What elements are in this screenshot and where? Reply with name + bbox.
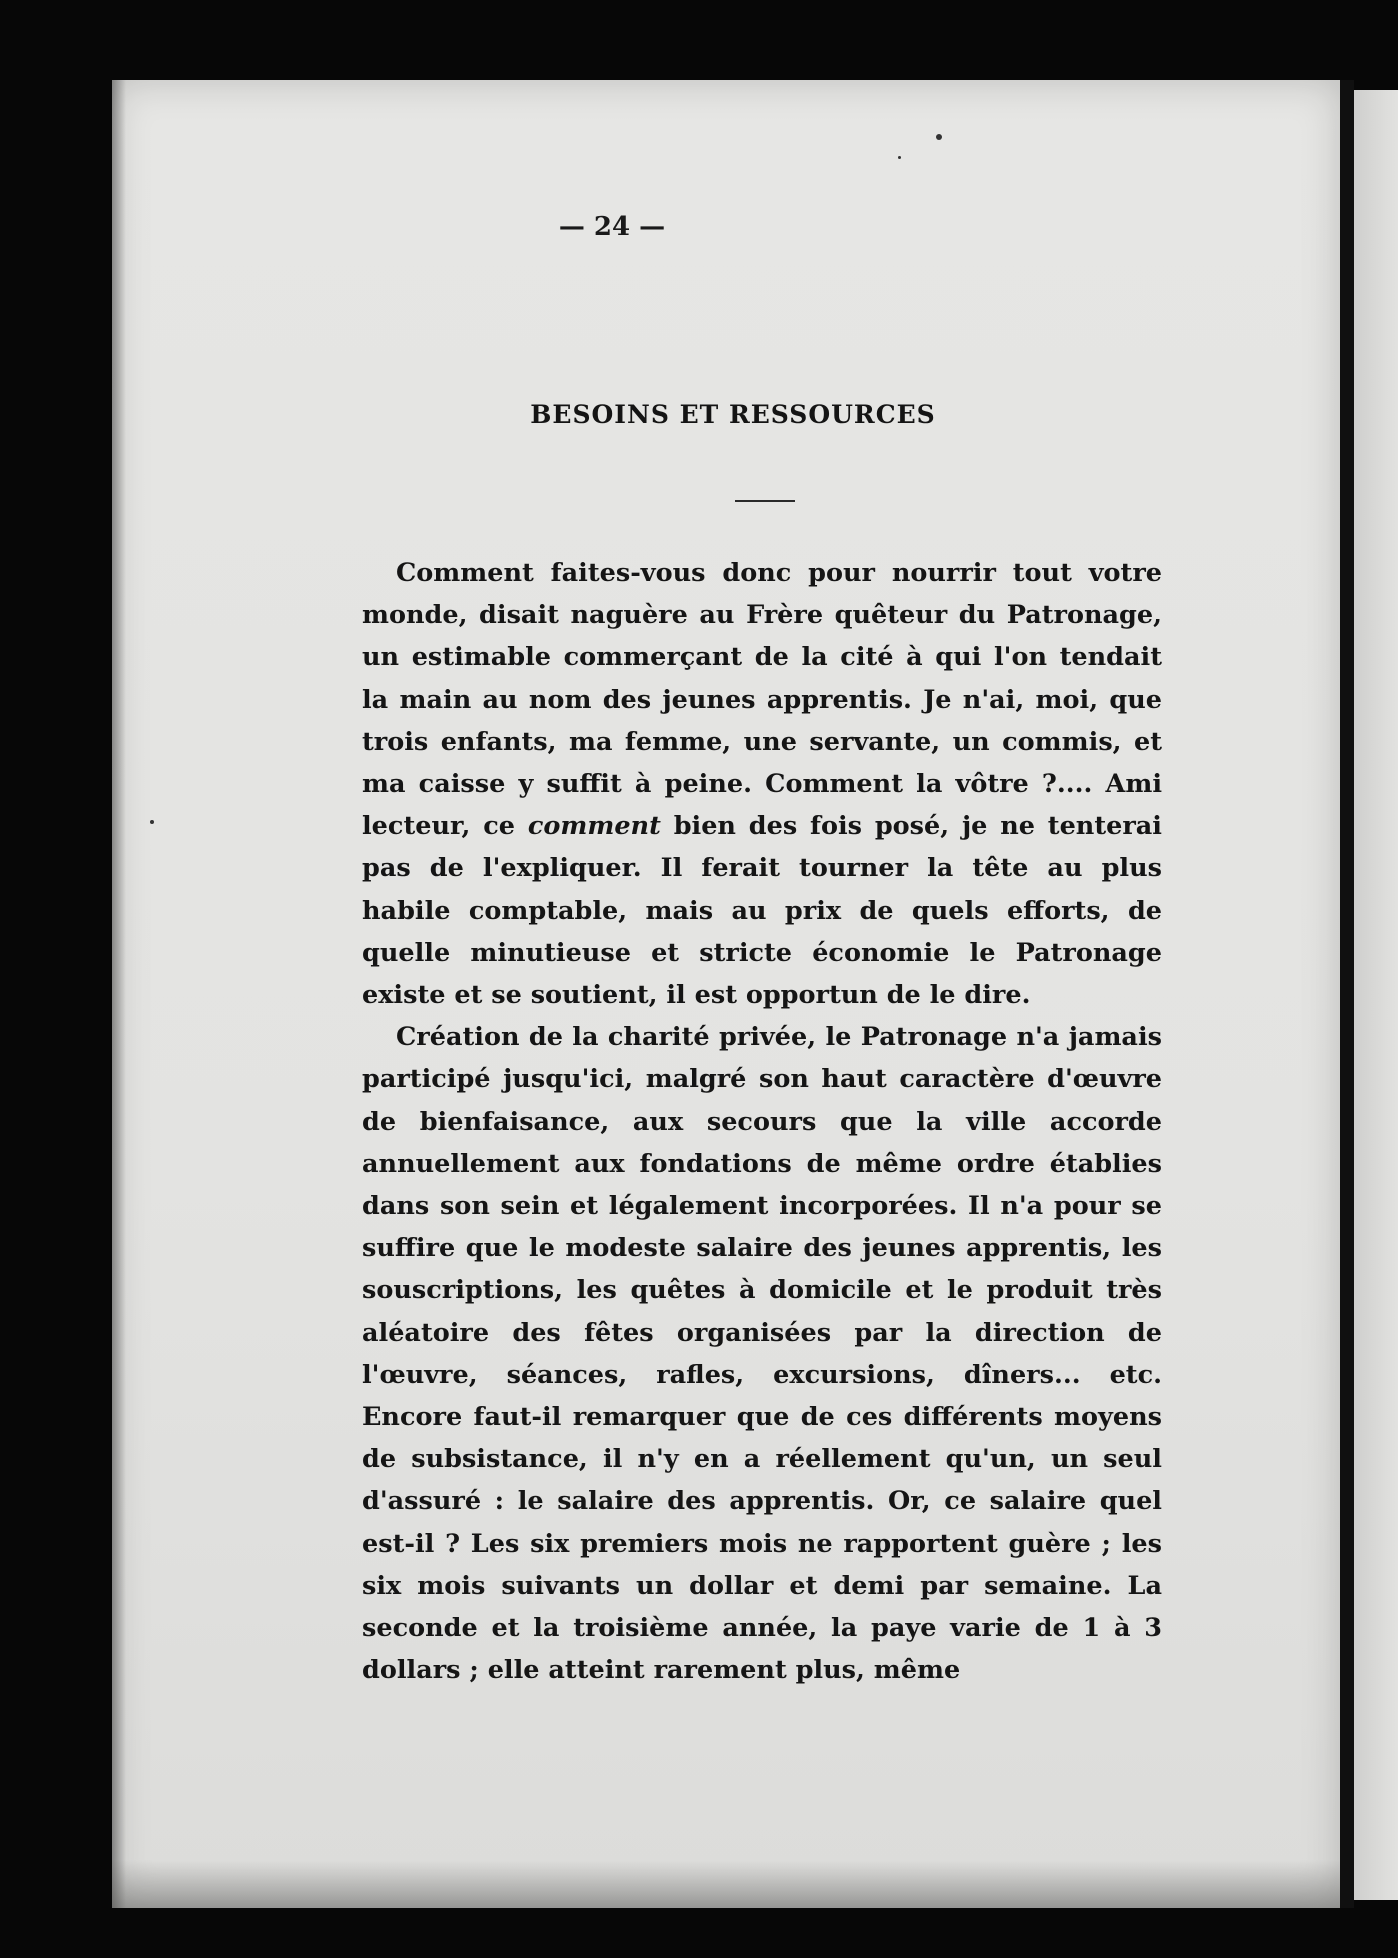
- binding-gutter: [1340, 80, 1354, 1908]
- page-shadow-left: [112, 80, 126, 1908]
- paragraph-1-italic-word: comment: [527, 811, 661, 842]
- page-shadow-bottom: [112, 1860, 1340, 1908]
- paragraph-1: [362, 552, 1162, 1016]
- paragraph-1-text-start: Comment faites-vous donc pour nourrir tout votre monde, disait naguère au Frère quêteur du Patronage, un estimable commerçant de la cité à qui l'on tendait la main au nom des jeunes apprentis. Je n'ai, moi, que trois enfants, ma femme, une servante, un commis, et ma caisse y suffit à peine. Comment la vôtre ?.... Ami lecteur, ce: [362, 558, 1162, 842]
- adjacent-page-edge: [1354, 90, 1398, 1900]
- paragraph-2: Création de la charité privée, le Patronage n'a jamais participé jusqu'ici, malgré son haut caractère d'œuvre de bienfaisance, aux secours que la ville accorde annuellement aux fondations de même ordre établies dans son sein et légalement incorporées. Il n'a pour se suffire que le modeste salaire des jeunes apprentis, les souscriptions, les quêtes à domicile et le produit très aléatoire des fêtes organisées par la direction de l'œuvre, séances, rafles, excursions, dîners... etc. Encore faut-il remarquer que de ces différents moyens de subsistance, il n'y en a réellement qu'un, un seul d'assuré : le salaire des apprentis. Or, ce salaire quel est-il ? Les six premiers mois ne rapportent guère ; les six mois suivants un dollar et demi par semaine. La seconde et la troisième année, la paye varie de 1 à 3 dollars ; elle atteint rarement plus, même: [362, 1022, 1162, 1686]
- ink-speck: [150, 820, 154, 824]
- body-text: [362, 552, 1162, 1691]
- section-heading: BESOINS ET RESSOURCES: [530, 400, 936, 429]
- page-number: — 24 —: [558, 212, 666, 242]
- paragraph-1-text-end: bien des fois posé, je ne tenterai pas de l'expliquer. Il ferait tourner la tête au plus habile comptable, mais au prix de quels efforts, de quelle minutieuse et stricte économie le Patronage existe et se soutient, il est opportun de le dire.: [362, 811, 1162, 1011]
- ink-speck: [936, 134, 942, 140]
- heading-rule: [735, 500, 795, 502]
- ink-speck: [898, 156, 901, 159]
